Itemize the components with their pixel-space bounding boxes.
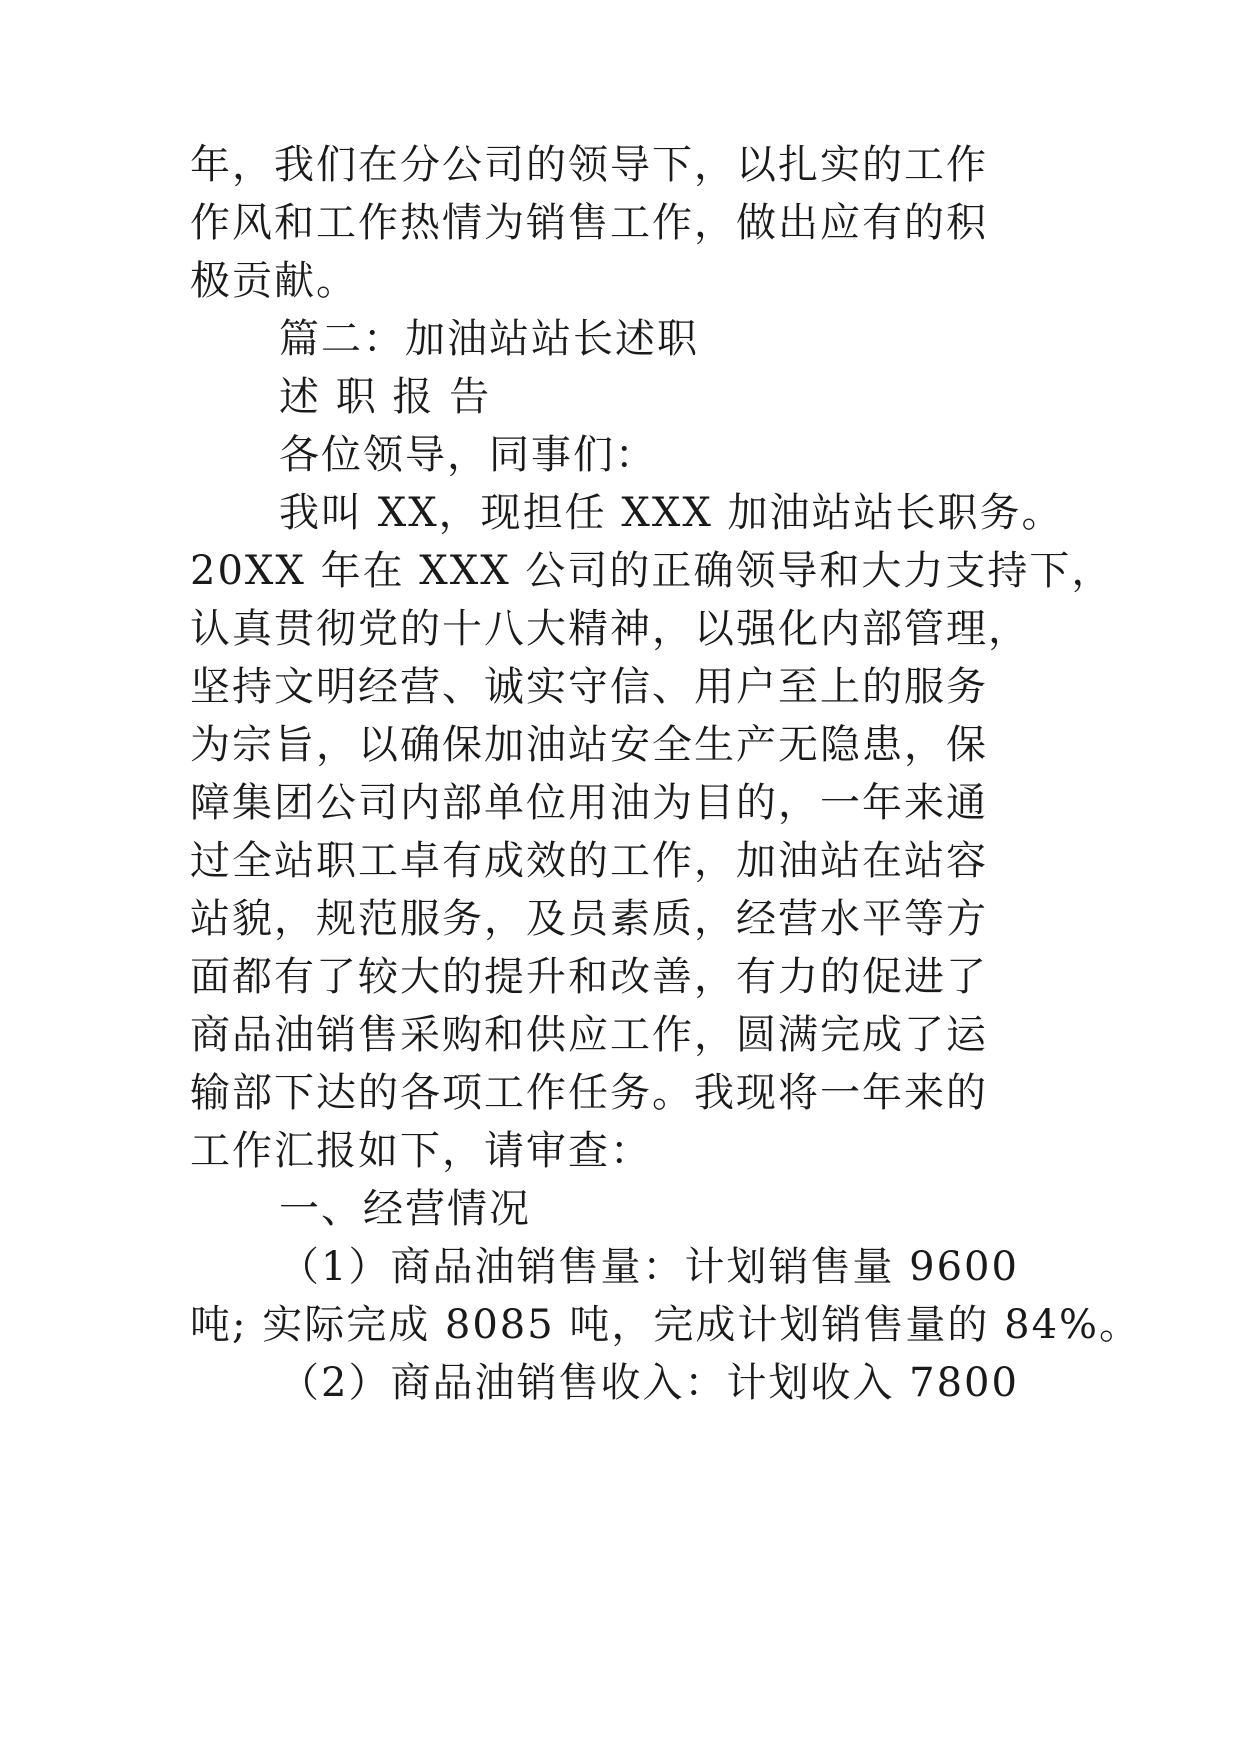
text-line: 输部下达的各项工作任务。我现将一年来的	[190, 1070, 988, 1116]
text-line: 商品油销售采购和供应工作，圆满完成了运	[190, 1012, 988, 1058]
text-line: 面都有了较大的提升和改善，有力的促进了	[190, 954, 988, 1000]
text-line: 年，我们在分公司的领导下，以扎实的工作	[190, 142, 988, 188]
text-line: 我叫 XX，现担任 XXX 加油站站长职务。	[279, 490, 1064, 536]
text-line: 为宗旨，以确保加油站安全生产无隐患，保	[190, 722, 988, 768]
text-line: 坚持文明经营、诚实守信、用户至上的服务	[190, 664, 988, 710]
section-title: 篇二：加油站站长述职	[279, 316, 699, 362]
text-line: 障集团公司内部单位用油为目的，一年来通	[190, 780, 988, 826]
text-line: 站貌，规范服务，及员素质，经营水平等方	[190, 896, 988, 942]
report-title: 述 职 报 告	[279, 374, 492, 420]
text-line: （2）商品油销售收入：计划收入 7800	[279, 1360, 1019, 1406]
text-line: 吨; 实际完成 8085 吨，完成计划销售量的 84%。	[190, 1302, 1142, 1348]
salutation: 各位领导，同事们：	[279, 432, 657, 478]
text-line: 作风和工作热情为销售工作，做出应有的积	[190, 200, 988, 246]
text-line: 20XX 年在 XXX 公司的正确领导和大力支持下，	[190, 548, 1114, 594]
text-line: 工作汇报如下，请审查：	[190, 1128, 652, 1174]
text-line: 极贡献。	[190, 258, 358, 304]
text-line: （1）商品油销售量：计划销售量 9600	[279, 1244, 1019, 1290]
section-heading: 一、经营情况	[279, 1186, 531, 1232]
text-line: 过全站职工卓有成效的工作，加油站在站容	[190, 838, 988, 884]
text-line: 认真贯彻党的十八大精神，以强化内部管理，	[190, 606, 1030, 652]
